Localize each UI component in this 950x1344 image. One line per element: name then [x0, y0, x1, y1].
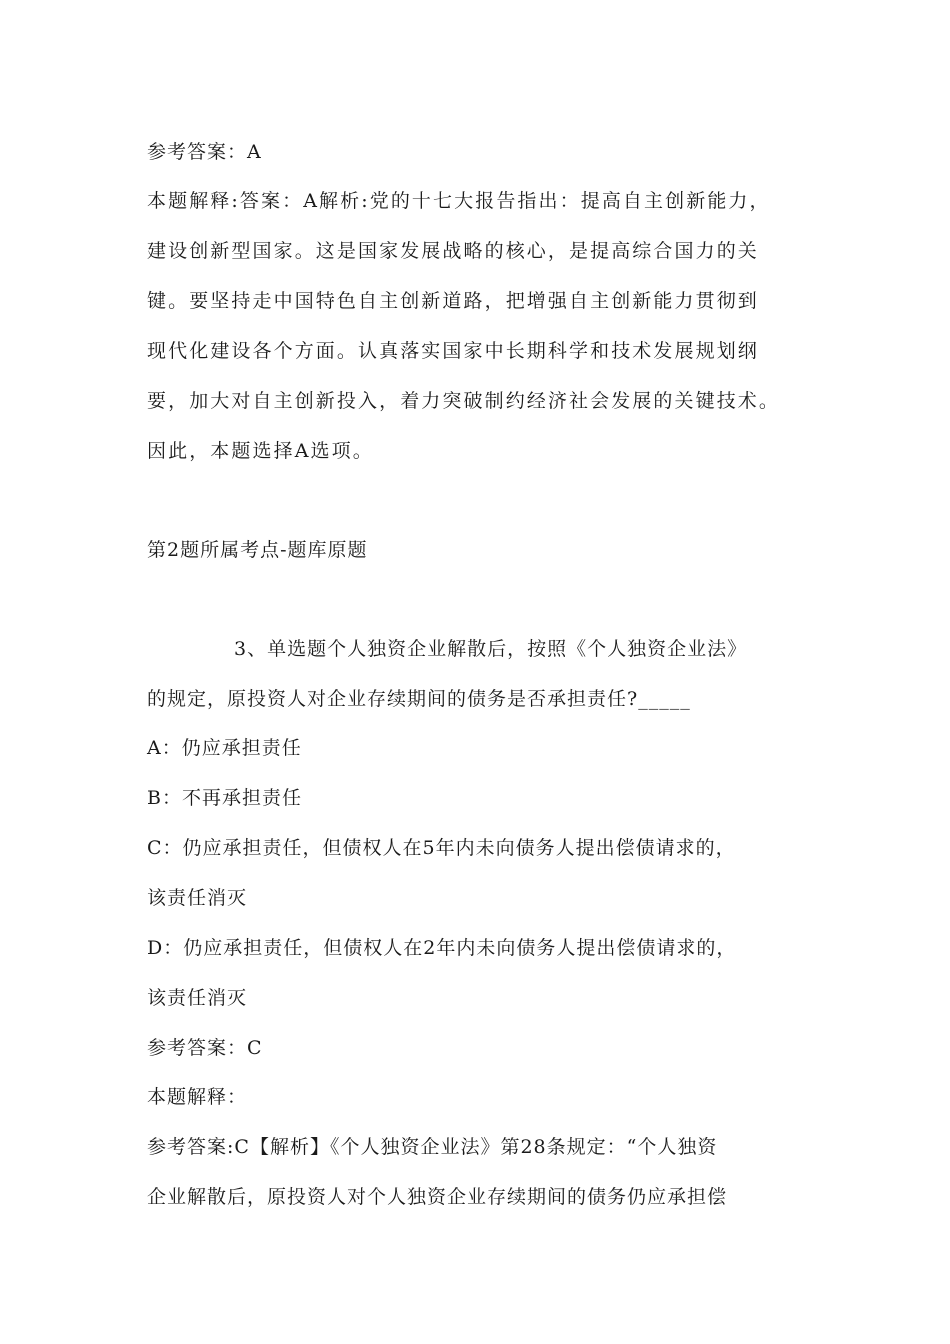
q3-answer: 参考答案：C — [147, 1037, 263, 1059]
q2-answer: 参考答案：A — [147, 141, 262, 163]
q2-explanation-line: 本题解释:答案：A解析:党的十七大报告指出：提高自主创新能力， — [147, 190, 771, 212]
q3-question-line: 3、单选题个人独资企业解散后，按照《个人独资企业法》 — [234, 638, 748, 660]
q2-explanation-line: 要，加大对自主创新投入，着力突破制约经济社会发展的关键技术。 — [147, 390, 781, 412]
q2-explanation-line: 现代化建设各个方面。认真落实国家中长期科学和技术发展规划纲 — [147, 340, 759, 362]
q3-option-b: B：不再承担责任 — [147, 787, 302, 809]
q3-option-a: A：仍应承担责任 — [147, 737, 302, 759]
q3-option-c-cont: 该责任消灭 — [147, 887, 248, 909]
q2-explanation-line: 建设创新型国家。这是国家发展战略的核心，是提高综合国力的关 — [147, 240, 759, 262]
q2-explanation-line: 因此，本题选择A选项。 — [147, 440, 374, 462]
q3-option-d-cont: 该责任消灭 — [147, 987, 248, 1009]
q2-topic: 第2题所属考点-题库原题 — [147, 539, 368, 561]
q2-explanation-line: 键。要坚持走中国特色自主创新道路，把增强自主创新能力贯彻到 — [147, 290, 759, 312]
q3-explanation-label: 本题解释： — [147, 1086, 248, 1108]
q3-explanation-line: 参考答案:C【解析】《个人独资企业法》第28条规定：“个人独资 — [147, 1136, 718, 1158]
q3-option-d: D：仍应承担责任，但债权人在2年内未向债务人提出偿债请求的， — [147, 937, 737, 959]
q3-question-line: 的规定，原投资人对企业存续期间的债务是否承担责任?_____ — [147, 688, 691, 710]
q3-option-c: C：仍应承担责任，但债权人在5年内未向债务人提出偿债请求的， — [147, 837, 736, 859]
q3-explanation-line: 企业解散后，原投资人对个人独资企业存续期间的债务仍应承担偿 — [147, 1186, 728, 1208]
